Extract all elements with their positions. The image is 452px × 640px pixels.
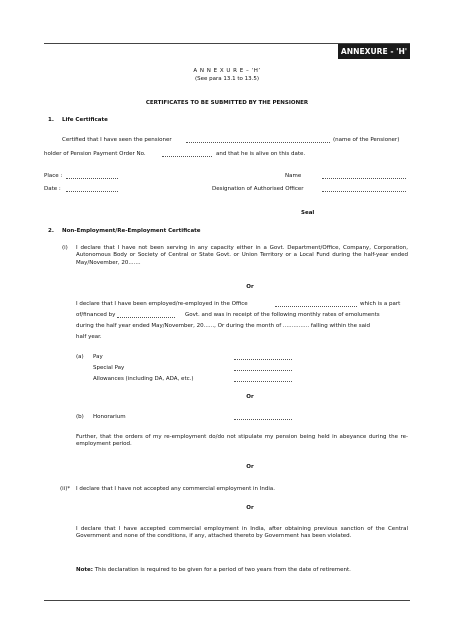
- office-blank: [275, 301, 357, 307]
- pay-label: Pay: [93, 354, 103, 360]
- note-label: Note:: [76, 567, 93, 573]
- life-cert-line2-a: holder of Pension Payment Order No.: [44, 151, 146, 157]
- re-employment-line2-b: Govt. and was in receipt of the following monthly rates of emoluments: [185, 312, 380, 318]
- special-pay-label: Special Pay: [93, 365, 125, 371]
- name-blank: [322, 173, 406, 179]
- allowances-label: Allowances (including DA, ADA, etc.): [93, 376, 194, 382]
- financed-by-blank: [117, 312, 175, 318]
- re-employment-line2-a: of/financed by: [76, 312, 116, 318]
- special-pay-blank: [234, 365, 292, 371]
- life-cert-line1-b: (name of the Pensioner): [333, 137, 400, 143]
- annexure-subtitle: (See para 13.1 to 13.5): [194, 76, 260, 82]
- or-divider-4: Or: [246, 505, 254, 511]
- date-label: Date :: [44, 186, 61, 192]
- annexure-badge: ANNEXURE - 'H': [338, 44, 410, 59]
- or-divider-1: Or: [246, 284, 254, 290]
- section-1-title: Life Certificate: [62, 117, 108, 123]
- note: [76, 567, 351, 574]
- date-blank: [66, 186, 118, 192]
- re-employment-line1-b: which is a part: [360, 301, 401, 307]
- ppo-number-blank: [162, 151, 212, 157]
- commercial-employment-declaration: I declare that I have accepted commercial employment in India, after obtaining previous sanction of the Central Government and none of the conditions, if any, attached thereto by Government has been violated.: [76, 526, 408, 540]
- item-b-label: (b): [76, 414, 84, 420]
- allowances-blank: [234, 376, 292, 382]
- section-2-title: Non-Employment/Re-Employment Certificate: [62, 228, 201, 234]
- designation-label: Designation of Authorised Officer: [212, 186, 304, 192]
- bottom-rule: [44, 600, 410, 601]
- note-text: This declaration is required to be given for a period of two years from the date of retirement.: [94, 567, 351, 573]
- re-employment-line1-a: I declare that I have been employed/re-employed in the Office: [76, 301, 248, 307]
- section-1-number: 1.: [48, 117, 54, 123]
- section-2-number: 2.: [48, 228, 54, 234]
- re-employment-line4: half year.: [76, 334, 102, 340]
- non-employment-declaration: I declare that I have not been serving in any capacity either in a Govt. Department/Office, Company, Corporation, Autonomous Body or Society of Central or State Govt. or Union Territory or a Local Fund during the half-year ended May/November, 20.......: [76, 245, 408, 266]
- item-a-label: (a): [76, 354, 84, 360]
- life-cert-line1-a: Certified that I have seen the pensioner: [62, 137, 172, 143]
- place-blank: [66, 173, 118, 179]
- re-employment-line3: during the half year ended May/November, 20......, Or during the month of ............... falling within the said: [76, 323, 370, 329]
- place-label: Place :: [44, 173, 63, 179]
- honorarium-label: Honorarium: [93, 414, 126, 420]
- pensioner-name-blank: [186, 137, 330, 143]
- annexure-title: A N N E X U R E – ‘H’: [193, 68, 261, 74]
- abeyance-statement: Further, that the orders of my re-employment do/do not stipulate my pension being held in abeyance during the re-employment period.: [76, 434, 408, 448]
- name-label: Name: [285, 173, 302, 179]
- or-divider-3: Or: [246, 464, 254, 470]
- certificates-heading: CERTIFICATES TO BE SUBMITTED BY THE PENSIONER: [145, 100, 309, 106]
- pay-blank: [234, 354, 292, 360]
- designation-blank: [322, 186, 406, 192]
- no-commercial-employment: I declare that I have not accepted any commercial employment in India.: [76, 486, 276, 492]
- item-i-label: (i): [62, 245, 68, 251]
- or-divider-2: Or: [246, 394, 254, 400]
- seal-label: Seal: [301, 210, 315, 216]
- life-cert-line2-b: and that he is alive on this date.: [216, 151, 306, 157]
- item-ii-label: (ii)*: [60, 486, 71, 492]
- honorarium-blank: [234, 414, 292, 420]
